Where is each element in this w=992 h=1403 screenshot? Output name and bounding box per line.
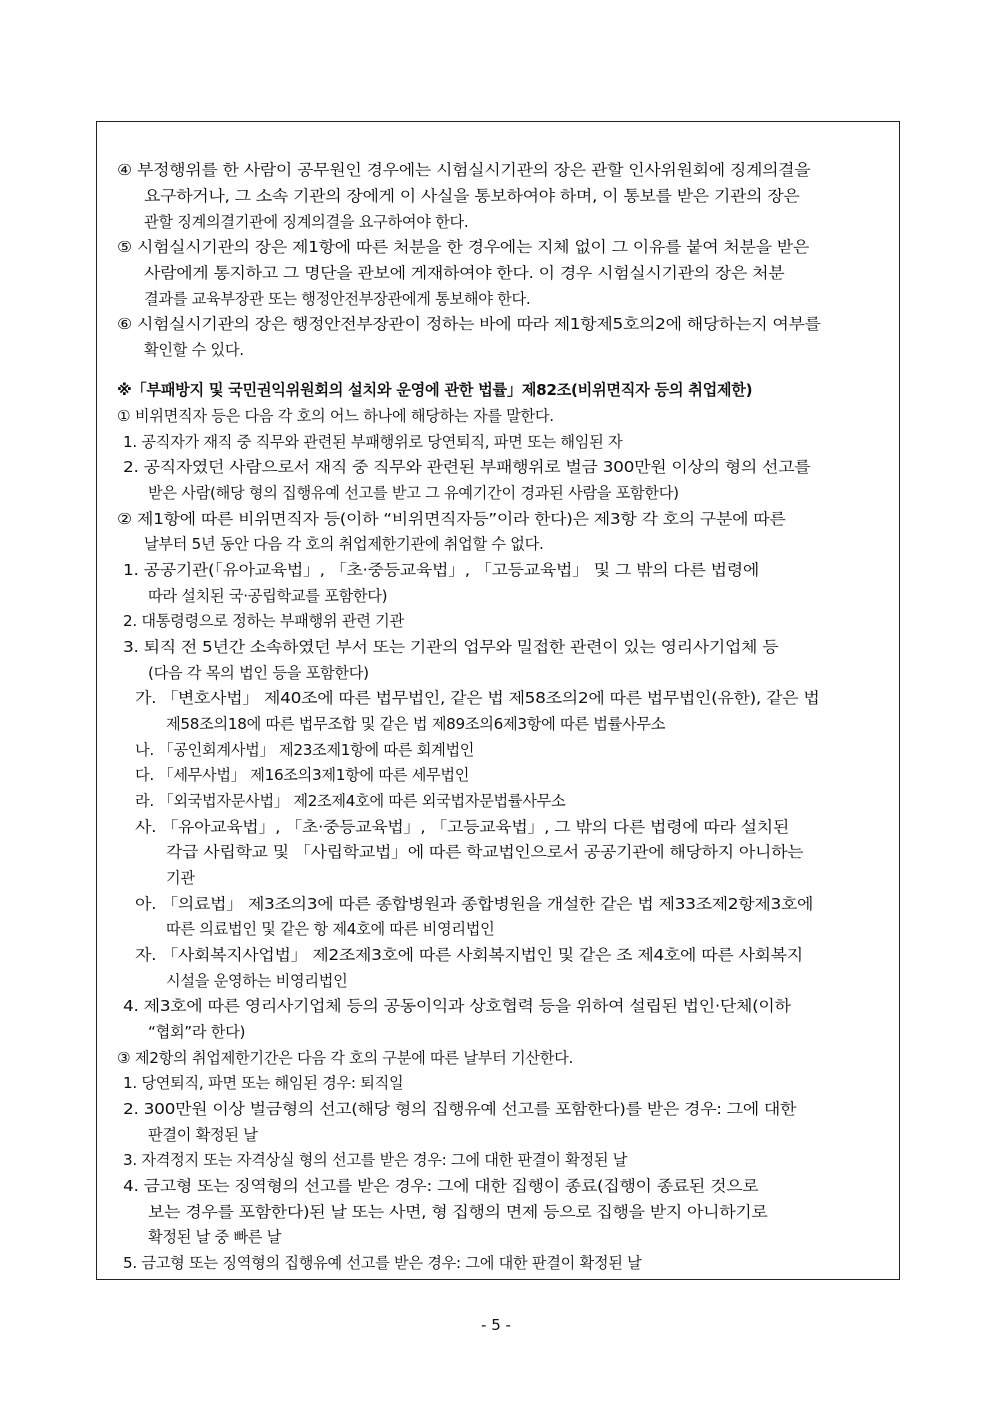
text-line: 2. 대통령령으로 정하는 부패행위 관련 기관 — [123, 612, 404, 630]
text-line: 시설을 운영하는 비영리법인 — [166, 972, 348, 990]
text-line: 관할 징계의결기관에 징계의결을 요구하여야 한다. — [144, 213, 469, 231]
text-line: 사람에게 통지하고 그 명단을 관보에 게재하여야 한다. 이 경우 시험실시기관의 장은 처분 — [144, 264, 785, 282]
text-line: 받은 사람(해당 형의 집행유예 선고를 받고 그 유예기간이 경과된 사람을 포함한다) — [148, 484, 679, 502]
text-line: ⑥ 시험실시기관의 장은 행정안전부장관이 정하는 바에 따라 제1항제5호의2에 해당하는지 여부를 — [117, 315, 821, 333]
text-line: ⑤ 시험실시기관의 장은 제1항에 따른 처분을 한 경우에는 지체 없이 그 이유를 붙여 처분을 받은 — [117, 238, 809, 256]
text-line: 4. 제3호에 따른 영리사기업체 등의 공동이익과 상호협력 등을 위하여 설립된 법인·단체(이하 — [123, 997, 791, 1015]
text-line: 1. 당연퇴직, 파면 또는 해임된 경우: 퇴직일 — [123, 1074, 404, 1092]
text-line: 2. 공직자였던 사람으로서 재직 중 직무와 관련된 부패행위로 벌금 300만원 이상의 형의 선고를 — [123, 458, 811, 476]
text-line: 확정된 날 중 빠른 날 — [148, 1228, 282, 1246]
text-line: ① 비위면직자 등은 다음 각 호의 어느 하나에 해당하는 자를 말한다. — [117, 407, 554, 425]
text-line: 확인할 수 있다. — [144, 341, 244, 359]
text-line: 자. 「사회복지사업법」 제2조제3호에 따른 사회복지법인 및 같은 조 제4호에 따른 사회복지 — [135, 946, 803, 964]
text-line: 기관 — [166, 869, 195, 887]
text-line: 제58조의18에 따른 법무조합 및 같은 법 제89조의6제3항에 따른 법률사무소 — [166, 715, 666, 733]
text-line: 가. 「변호사법」 제40조에 따른 법무법인, 같은 법 제58조의2에 따른 법무법인(유한), 같은 법 — [135, 689, 820, 707]
text-line: 다. 「세무사법」 제16조의3제1항에 따른 세무법인 — [135, 766, 470, 784]
text-line: 아. 「의료법」 제3조의3에 따른 종합병원과 종합병원을 개설한 같은 법 제33조제2항제3호에 — [135, 895, 814, 913]
text-line: (다음 각 목의 법인 등을 포함한다) — [148, 664, 369, 682]
text-line: 따른 의료법인 및 같은 항 제4호에 따른 비영리법인 — [166, 920, 495, 938]
text-line: 결과를 교육부장관 또는 행정안전부장관에게 통보해야 한다. — [144, 290, 531, 308]
text-line: 2. 300만원 이상 벌금형의 선고(해당 형의 집행유예 선고를 포함한다)를 받은 경우: 그에 대한 — [123, 1100, 797, 1118]
text-line: 사. 「유아교육법」, 「초·중등교육법」, 「고등교육법」, 그 밖의 다른 법령에 따라 설치된 — [135, 818, 789, 836]
text-line: ② 제1항에 따른 비위면직자 등(이하 “비위면직자등”이라 한다)은 제3항 각 호의 구분에 따른 — [117, 510, 786, 528]
text-line: ③ 제2항의 취업제한기간은 다음 각 호의 구분에 따른 날부터 기산한다. — [117, 1049, 573, 1067]
text-line: ④ 부정행위를 한 사람이 공무원인 경우에는 시험실시기관의 장은 관할 인사위원회에 징계의결을 — [117, 161, 811, 179]
text-line: 라. 「외국법자문사법」 제2조제4호에 따른 외국법자문법률사무소 — [135, 792, 566, 810]
text-line: 판결이 확정된 날 — [148, 1126, 258, 1144]
text-line: 나. 「공인회계사법」 제23조제1항에 따른 회계법인 — [135, 741, 475, 759]
page-number: - 5 - — [481, 1316, 511, 1334]
text-line: 날부터 5년 동안 다음 각 호의 취업제한기관에 취업할 수 없다. — [144, 535, 544, 553]
text-line: “협회”라 한다) — [148, 1023, 246, 1041]
text-line: 3. 퇴직 전 5년간 소속하였던 부서 또는 기관의 업무와 밀접한 관련이 있는 영리사기업체 등 — [123, 638, 779, 656]
text-line: 1. 공직자가 재직 중 직무와 관련된 부패행위로 당연퇴직, 파면 또는 해임된 자 — [123, 433, 623, 451]
text-line: 3. 자격정지 또는 자격상실 형의 선고를 받은 경우: 그에 대한 판결이 확정된 날 — [123, 1151, 628, 1169]
text-line: 각급 사립학교 및 「사립학교법」에 따른 학교법인으로서 공공기관에 해당하지 아니하는 — [166, 843, 804, 861]
text-line: 요구하거나, 그 소속 기관의 장에게 이 사실을 통보하여야 하며, 이 통보를 받은 기관의 장은 — [144, 187, 800, 205]
text-line: 보는 경우를 포함한다)된 날 또는 사면, 형 집행의 면제 등으로 집행을 받지 아니하기로 — [148, 1203, 768, 1221]
text-line: 4. 금고형 또는 징역형의 선고를 받은 경우: 그에 대한 집행이 종료(집행이 종료된 것으로 — [123, 1177, 759, 1195]
section-heading: ※「부패방지 및 국민권익위원회의 설치와 운영에 관한 법률」제82조(비위면직자 등의 취업제한) — [117, 381, 753, 399]
text-line: 1. 공공기관(「유아교육법」, 「초·중등교육법」, 「고등교육법」 및 그 밖의 다른 법령에 — [123, 561, 759, 579]
text-line: 따라 설치된 국·공립학교를 포함한다) — [148, 587, 388, 605]
text-line: 5. 금고형 또는 징역형의 집행유예 선고를 받은 경우: 그에 대한 판결이 확정된 날 — [123, 1254, 642, 1272]
